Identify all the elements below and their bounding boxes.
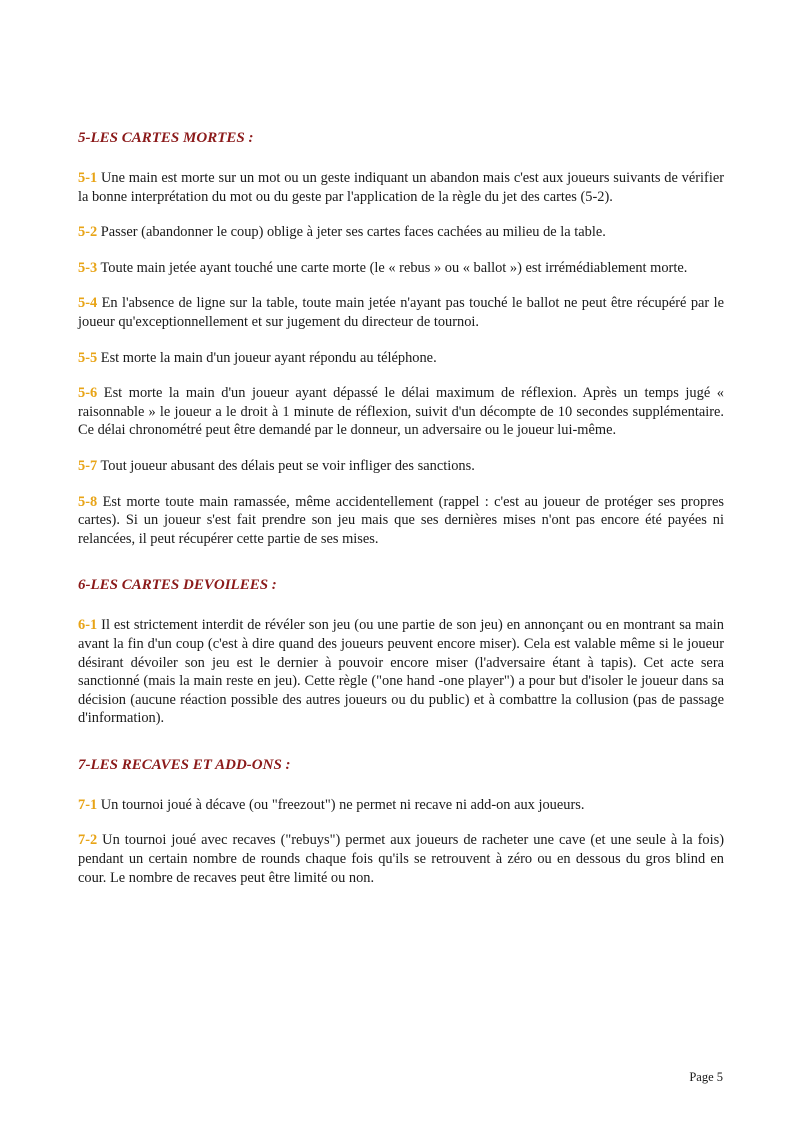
rule-number: 5-8 bbox=[78, 493, 98, 510]
section-spacer bbox=[78, 745, 724, 757]
rule-5-2 bbox=[78, 223, 724, 242]
section-title-cartes-mortes: 5-LES CARTES MORTES : bbox=[78, 130, 254, 146]
rule-text: Est morte la main d'un joueur ayant répondu au téléphone. bbox=[97, 349, 437, 366]
section-title-recaves-add-ons: 7-LES RECAVES ET ADD-ONS : bbox=[78, 756, 291, 773]
rule-text: Passer (abandonner le coup) oblige à jeter ses cartes faces cachées au milieu de la table. bbox=[97, 224, 606, 241]
rule-7-2 bbox=[78, 831, 724, 887]
rule-number: 5-5 bbox=[78, 349, 98, 366]
rule-number: 5-7 bbox=[78, 457, 98, 474]
section-title-cartes-devoilees: 6-LES CARTES DEVOILEES : bbox=[78, 577, 277, 594]
rule-number: 5-1 bbox=[78, 170, 98, 186]
rule-text: Tout joueur abusant des délais peut se voir infliger des sanctions. bbox=[97, 457, 475, 474]
rule-number: 5-2 bbox=[78, 224, 98, 241]
rule-text: Un tournoi joué avec recaves ("rebuys") permet aux joueurs de racheter une cave (et une seule à la fois) pendant un certain nombre de rounds chaque fois qu'ils se retrouvent à zéro ou en dessous du gros blind en cour. Le nombre de recaves peut être limité ou non. bbox=[78, 832, 724, 886]
rule-5-6 bbox=[78, 384, 724, 440]
rule-number: 6-1 bbox=[78, 617, 98, 634]
rule-5-4 bbox=[78, 294, 724, 331]
rule-5-8 bbox=[78, 493, 724, 549]
rule-6-1 bbox=[78, 616, 724, 728]
rule-text: Un tournoi joué à décave (ou "freezout") ne permet ni recave ni add-on aux joueurs. bbox=[97, 796, 585, 813]
rule-5-1 bbox=[78, 169, 724, 206]
rule-5-7 bbox=[78, 457, 724, 476]
rule-number: 7-2 bbox=[78, 832, 98, 849]
rule-number: 5-6 bbox=[78, 385, 98, 402]
page-content bbox=[78, 130, 724, 904]
rule-text: Est morte la main d'un joueur ayant dépassé le délai maximum de réflexion. Après un temps jugé « raisonnable » le joueur a le droit à 1 minute de réflexion, suivit d'un décompte de 10 secondes supplémentaire. Ce délai chronométré peut être demandé par le donneur, un adversaire ou le joueur lui-même. bbox=[78, 385, 724, 439]
rule-text: Est morte toute main ramassée, même accidentellement (rappel : c'est au joueur de protéger ses propres cartes). Si un joueur s'est fait prendre son jeu mais que ses dernières mises n'ont pas encore été payées ni relancées, il peut récupérer cette partie de ses mises. bbox=[78, 493, 724, 547]
rule-number: 7-1 bbox=[78, 796, 98, 813]
rule-text: Toute main jetée ayant touché une carte morte (le « rebus » ou « ballot ») est irrémédiablement morte. bbox=[97, 259, 688, 276]
rule-text: En l'absence de ligne sur la table, toute main jetée n'ayant pas touché le ballot ne peut être récupéré par le joueur qu'exceptionnellement et sur jugement du directeur de tournoi. bbox=[78, 295, 724, 330]
rule-7-1 bbox=[78, 796, 724, 815]
rule-text: Une main est morte sur un mot ou un geste indiquant un abandon mais c'est aux joueurs suivants de vérifier la bonne interprétation du mot ou du geste par l'application de la règle du jet des cartes (5-2). bbox=[78, 170, 724, 205]
rule-number: 5-4 bbox=[78, 295, 98, 312]
rule-5-5 bbox=[78, 349, 724, 368]
rule-5-3 bbox=[78, 259, 724, 278]
page-number: Page 5 bbox=[689, 1070, 723, 1084]
section-spacer bbox=[78, 565, 724, 577]
rule-text: Il est strictement interdit de révéler son jeu (ou une partie de son jeu) en annonçant ou en montrant sa main avant la fin d'un coup (c'est à dire quand des joueurs peuvent encore miser). Cela est valable même si le joueur désirant dévoiler son jeu est le dernier à pouvoir encore miser (l'adversaire étant à tapis). Cet acte sera sanctionné (mais la main reste en jeu). Cette règle ("one hand -one player") a pour but d'isoler le joueur dans sa décision (aucune réaction possible des autres joueurs ou du public) et à combattre la collusion (pas de passage d'information). bbox=[78, 617, 724, 727]
rule-number: 5-3 bbox=[78, 259, 98, 276]
